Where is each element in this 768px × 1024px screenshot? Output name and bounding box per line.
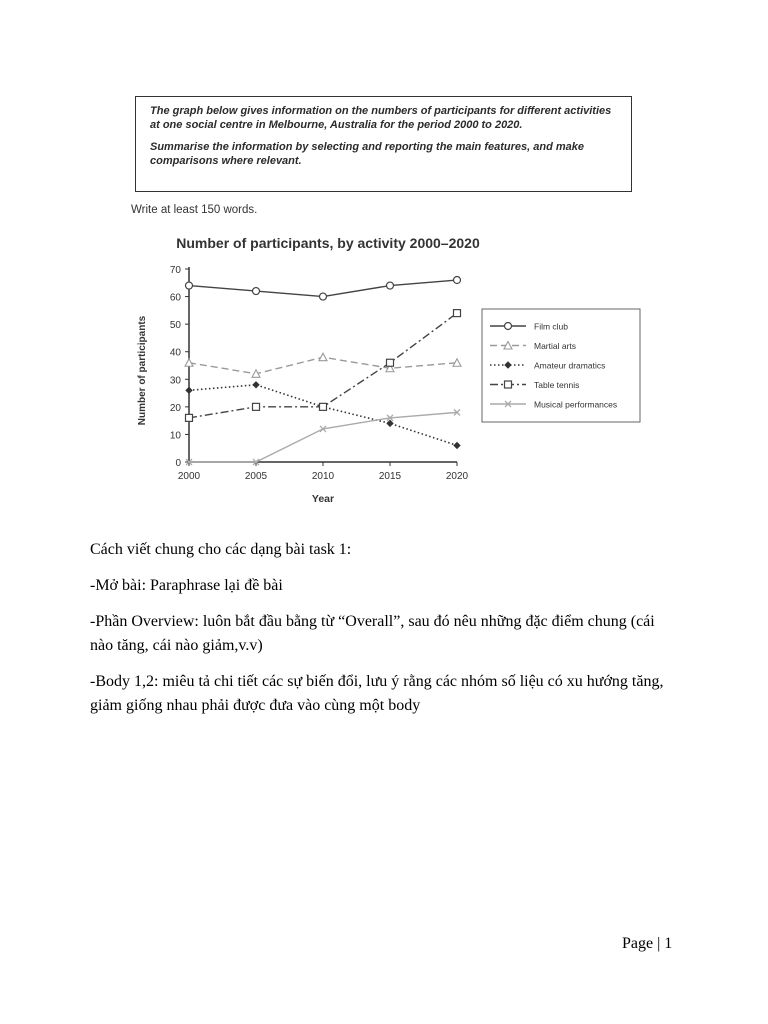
data-point-film-club bbox=[186, 282, 193, 289]
data-point-amateur-dramatics bbox=[454, 442, 460, 448]
chart-title: Number of participants, by activity 2000–2020 bbox=[176, 235, 480, 251]
data-point-film-club bbox=[454, 277, 461, 284]
task-instruction-text: Summarise the information by selecting and reporting the main features, and make comparisons where relevant. bbox=[150, 141, 584, 167]
paragraph-intro: Cách viết chung cho các dạng bài task 1: bbox=[90, 541, 352, 558]
legend-label-martial-arts: Martial arts bbox=[534, 341, 577, 351]
x-tick-label: 2015 bbox=[378, 471, 402, 482]
y-tick-label: 60 bbox=[169, 292, 181, 304]
data-point-amateur-dramatics bbox=[253, 382, 259, 388]
data-point-amateur-dramatics bbox=[387, 420, 393, 426]
y-tick-label: 50 bbox=[169, 320, 181, 332]
x-tick-label: 2020 bbox=[445, 471, 469, 482]
data-point-table-tennis bbox=[320, 403, 327, 410]
legend-marker-table-tennis bbox=[505, 381, 512, 388]
page-number: Page | 1 bbox=[622, 935, 673, 952]
legend-label-table-tennis: Table tennis bbox=[534, 380, 580, 390]
y-tick-label: 20 bbox=[169, 402, 181, 414]
data-point-table-tennis bbox=[186, 414, 193, 421]
data-point-martial-arts bbox=[185, 359, 193, 367]
x-tick-label: 2010 bbox=[311, 471, 335, 482]
y-tick-label: 70 bbox=[169, 265, 181, 276]
data-point-amateur-dramatics bbox=[186, 387, 192, 393]
data-point-film-club bbox=[320, 293, 327, 300]
paragraph-overview: -Phần Overview: luôn bắt đầu bằng từ “Overall”, sau đó nêu những đặc điểm chung (cái nào tăng, cái nào giảm,v.v) bbox=[90, 613, 655, 654]
paragraph-body: -Body 1,2: miêu tả chi tiết các sự biến đổi, lưu ý rằng các nhóm số liệu có xu hướng tăng, giảm giống nhau phải được đưa vào cùng một body bbox=[90, 673, 664, 714]
y-axis-label: Number of participants bbox=[137, 315, 148, 426]
data-point-table-tennis bbox=[253, 403, 260, 410]
legend-marker-film-club bbox=[505, 323, 512, 330]
data-point-film-club bbox=[253, 288, 260, 295]
x-tick-label: 2000 bbox=[177, 471, 201, 482]
y-tick-label: 0 bbox=[175, 458, 181, 469]
line-chart bbox=[90, 86, 678, 506]
data-point-table-tennis bbox=[454, 310, 461, 317]
legend-label-film-club: Film club bbox=[534, 321, 569, 332]
series-line-musical-performances bbox=[189, 412, 457, 462]
data-point-table-tennis bbox=[387, 359, 394, 366]
document-body bbox=[90, 538, 680, 730]
paragraph-opening: -Mở bài: Paraphrase lại đề bài bbox=[90, 577, 283, 594]
data-point-film-club bbox=[387, 282, 394, 289]
y-tick-label: 30 bbox=[169, 375, 181, 387]
legend-label-musical-performances: Musical performances bbox=[534, 399, 618, 410]
y-tick-label: 40 bbox=[169, 347, 181, 359]
x-tick-label: 2005 bbox=[244, 471, 268, 482]
legend-label-amateur-dramatics: Amateur dramatics bbox=[534, 360, 606, 371]
y-tick-label: 10 bbox=[169, 430, 181, 442]
data-point-martial-arts bbox=[319, 353, 327, 361]
task-prompt-text: The graph below gives information on the numbers of participants for different activities at one social centre in Melbourne, Australia for the period 2000 to 2020. bbox=[150, 105, 612, 131]
word-count-note: Write at least 150 words. bbox=[131, 204, 258, 216]
task-figure bbox=[90, 86, 678, 506]
x-axis-label: Year bbox=[311, 493, 335, 505]
